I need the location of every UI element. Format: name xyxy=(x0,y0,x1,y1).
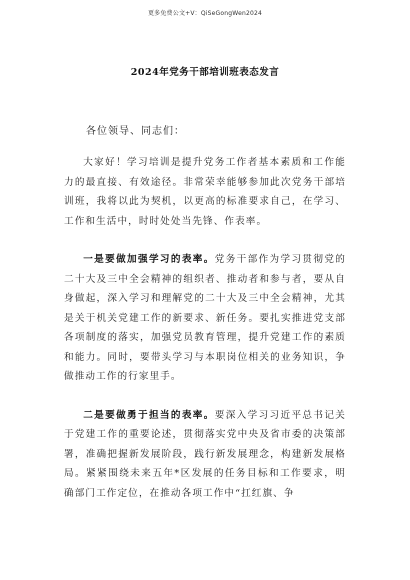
paragraph-gap xyxy=(64,387,346,406)
document-title: 2024年党务干部培训班表态发言 xyxy=(130,67,280,78)
paragraph-study-lead: 一是要做加强学习的表率。 xyxy=(83,254,215,265)
header-watermark: 更多免费公文+V：QiSeGongWen2024 xyxy=(147,10,263,17)
paragraph-intro xyxy=(64,153,346,231)
paragraph-study xyxy=(64,250,346,387)
paragraph-responsibility-text: 要深入学习习近平总书记关于党建工作的重要论述，贯彻落实党中央及省市委的决策部署，准确把握新发展阶段，践行新发展理念，构建新发展格局。紧紧围绕未来五年*区发展的任务目标和工作要求，明确部门工作定位，在推动各项工作中“扛红旗、争 xyxy=(64,409,347,499)
paragraph-responsibility-lead: 二是要做勇于担当的表率。 xyxy=(83,409,215,421)
document-body xyxy=(64,153,346,503)
salutation: 各位领导、同志们： xyxy=(86,126,185,137)
paragraph-study-text: 党务干部作为学习贯彻党的二十大及三中全会精神的组织者、推动者和参与者，要从自身做起，深入学习和理解党的二十大及三中全会精神，尤其是关于机关党建工作的新要求、新任务。要扎实推进党支部各项制度的落实，加强党员教育管理，提升党建工作的素质和能力。同时，要带头学习与本职岗位相关的业务知识，争做推动工作的行家里手。 xyxy=(64,254,347,382)
paragraph-responsibility xyxy=(64,406,346,504)
paragraph-intro-text: 大家好！学习培训是提升党务工作者基本素质和工作能力的最直接、有效途径。非常荣幸能够参加此次党务干部培训班，我将以此为契机，以更高的标准要求自己，在学习、工作和生活中，时时处处当先锋、作表率。 xyxy=(64,157,346,227)
paragraph-gap xyxy=(64,231,346,250)
